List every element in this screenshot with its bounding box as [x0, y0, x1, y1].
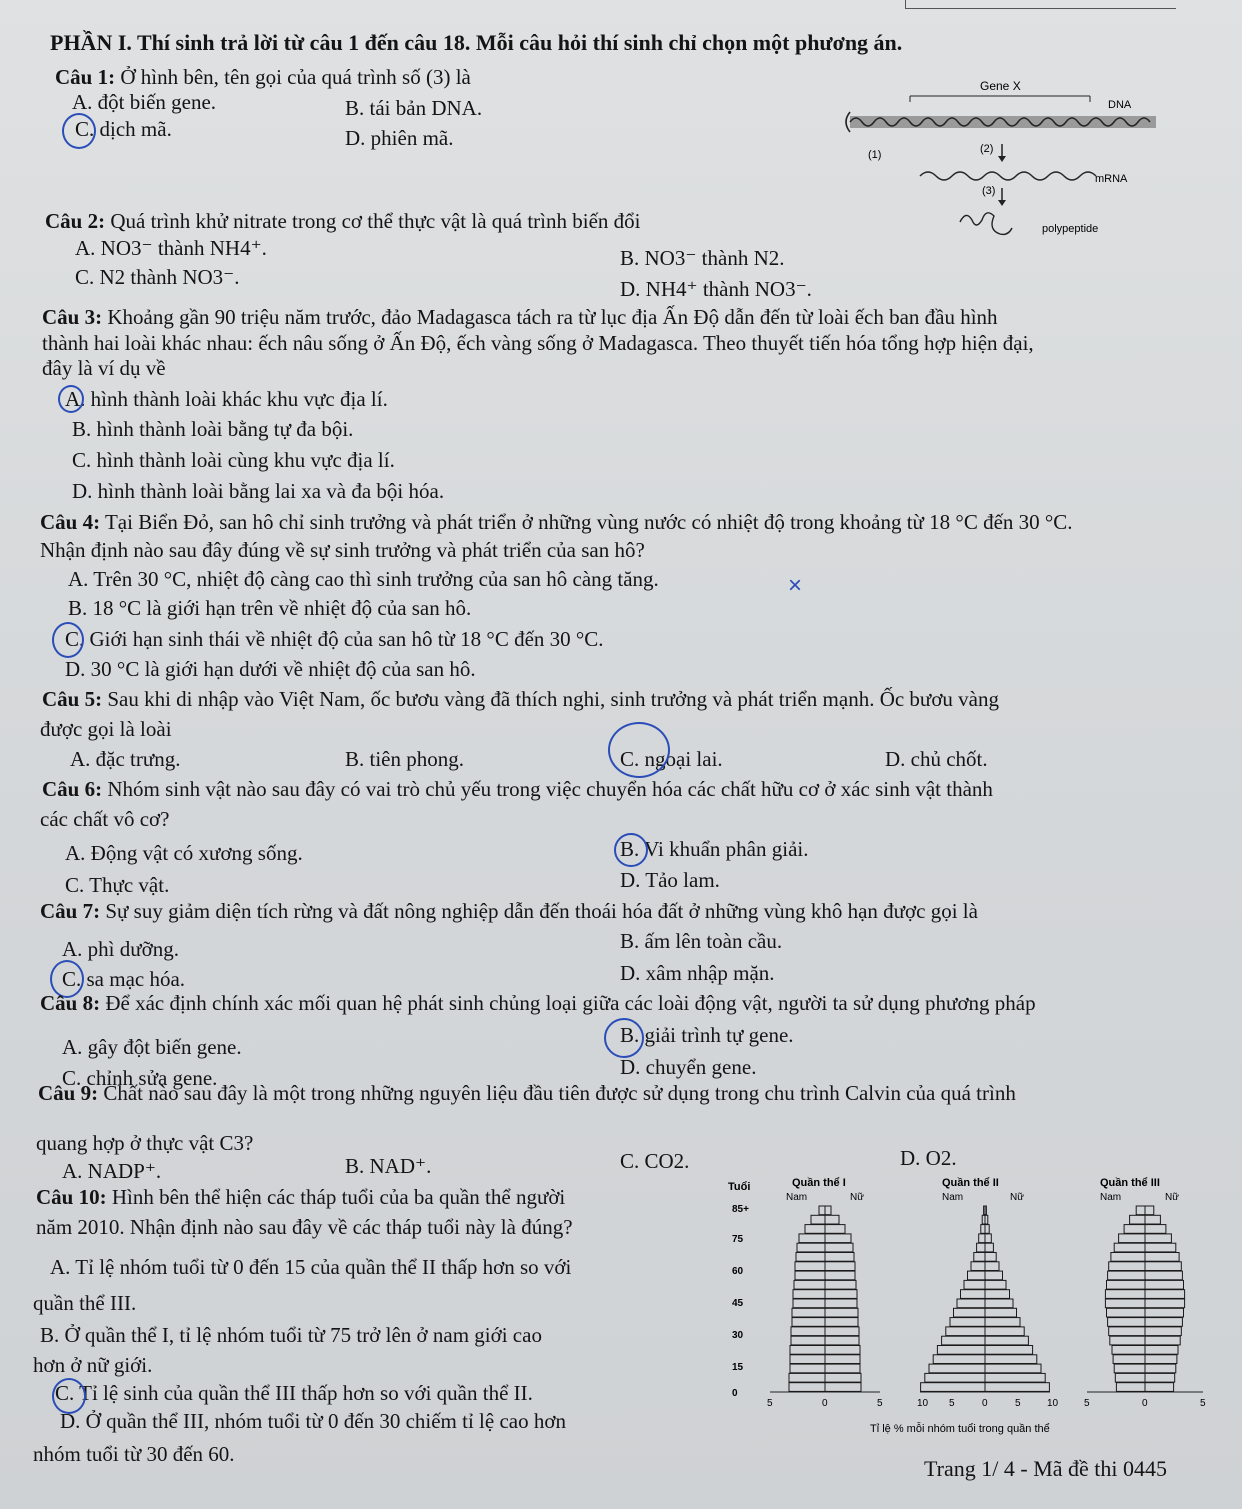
pyramid-3-female-bar	[1145, 1271, 1182, 1280]
pyramid-1-male-bar	[789, 1383, 825, 1392]
pyramid-3-male-bar	[1108, 1318, 1145, 1327]
pyramid-1-male-bar	[795, 1271, 825, 1280]
q1-option-a[interactable]: A. đột biến gene.	[72, 90, 217, 114]
pyramid-3-x-tick: 5	[1084, 1398, 1090, 1409]
q9-option-a[interactable]: A. NADP⁺.	[62, 1159, 162, 1183]
answer-circle-mark	[604, 1018, 644, 1058]
pyramid-3-male-bar	[1111, 1253, 1145, 1262]
pyramid-2-male-bar	[981, 1225, 985, 1234]
pyramid-1-male-bar	[789, 1373, 825, 1382]
pyramid-2-female-bar	[985, 1308, 1017, 1317]
question-6: Câu 6: Nhóm sinh vật nào sau đây có vai trò chủ yếu trong việc chuyển hóa các chất hữu cơ ở xác sinh vật thành	[42, 777, 993, 801]
age-tick-label: 30	[732, 1330, 744, 1341]
question-3: Câu 3: Khoảng gần 90 triệu năm trước, đảo Madagasca tách ra từ lục địa Ấn Độ dẫn đến từ loài ếch ban đầu hình	[42, 305, 998, 329]
pyramid-1-x-tick: 5	[767, 1398, 773, 1409]
pyramid-2-male-bar	[954, 1308, 986, 1317]
q6-option-c[interactable]: C. Thực vật.	[65, 873, 170, 897]
section-header: PHẦN I. Thí sinh trả lời từ câu 1 đến câu 18. Mỗi câu hỏi thí sinh chỉ chọn một phương án.	[50, 30, 903, 55]
label-1: (1)	[868, 149, 882, 161]
age-tick-label: 85+	[732, 1204, 749, 1215]
pyramid-2-male-bar	[964, 1280, 985, 1289]
pyramid-2-male-bar	[937, 1346, 985, 1355]
pyramid-1-female-bar	[825, 1318, 858, 1327]
q8-option-d[interactable]: D. chuyển gene.	[620, 1055, 757, 1079]
pyramid-3-female-bar	[1145, 1299, 1185, 1308]
question-6-line2: các chất vô cơ?	[40, 807, 170, 831]
population-pyramids-chart	[710, 1170, 1220, 1440]
question-text: Ở hình bên, tên gọi của quá trình số (3) là	[120, 65, 471, 89]
pyramid-2-male-bar	[942, 1336, 985, 1345]
pyramid-1-female-bar	[825, 1215, 839, 1224]
pyramid-3-male-bar	[1105, 1299, 1145, 1308]
pyramid-2-x-tick: 0	[982, 1398, 988, 1409]
q6-option-d[interactable]: D. Tảo lam.	[620, 868, 720, 892]
pyramid-3-x-tick: 5	[1200, 1398, 1206, 1409]
q4-option-a[interactable]: A. Trên 30 °C, nhiệt độ càng cao thì sinh trưởng của san hô càng tăng.	[68, 567, 659, 591]
question-10: Câu 10: Hình bên thể hiện các tháp tuổi của ba quần thể người	[36, 1185, 566, 1209]
pyramid-1-male-bar	[792, 1308, 825, 1317]
pyramid-3-male-bar	[1110, 1336, 1145, 1345]
pyramid-2-male-bar	[977, 1243, 985, 1252]
q10-option-a[interactable]: A. Tỉ lệ nhóm tuổi từ 0 đến 15 của quần thể II thấp hơn so với	[50, 1255, 572, 1279]
q2-option-c[interactable]: C. N2 thành NO3⁻.	[75, 265, 240, 289]
pyramid-3-female-bar	[1145, 1383, 1174, 1392]
q3-option-d[interactable]: D. hình thành loài bằng lai xa và đa bội hóa.	[72, 479, 445, 503]
q5-option-c[interactable]: C. ngoại lai.	[620, 747, 723, 771]
pyramid-1-female-bar	[825, 1234, 851, 1243]
pyramid-1-male-bar	[793, 1299, 825, 1308]
q4-option-b[interactable]: B. 18 °C là giới hạn trên về nhiệt độ của san hô.	[68, 596, 472, 620]
pyramid-2-female-bar	[985, 1364, 1041, 1373]
pyramid-2-female-bar	[985, 1299, 1013, 1308]
pyramid-3-male-bar	[1114, 1243, 1145, 1252]
pyramid-1-title: Quần thể I	[792, 1177, 846, 1189]
question-3-line2: thành hai loài khác nhau: ếch nâu sống ở Ấn Độ, ếch vàng sống ở Madagasca. Theo thuyết tiến hóa tổng hợp hiện đại,	[42, 331, 1034, 355]
pyramid-3-male-bar	[1114, 1364, 1145, 1373]
page-footer: Trang 1/ 4 - Mã đề thi 0445	[924, 1456, 1168, 1481]
q7-option-d[interactable]: D. xâm nhập mặn.	[620, 961, 775, 985]
pyramid-3-female-bar	[1145, 1280, 1184, 1289]
pyramid-1-female-bar	[825, 1364, 860, 1373]
pyramid-2-female-bar	[985, 1206, 986, 1215]
pyramid-2-female-bar	[985, 1373, 1045, 1382]
q9-option-b[interactable]: B. NAD⁺.	[345, 1154, 432, 1178]
pyramid-2-male-bar	[974, 1253, 985, 1262]
pyramid-3-female-bar	[1145, 1206, 1154, 1215]
pyramid-3-female-bar	[1145, 1262, 1181, 1271]
pyramid-2-x-tick: 5	[949, 1398, 955, 1409]
pyramid-3-female-bar	[1145, 1225, 1166, 1234]
pyramid-1-male-bar	[795, 1262, 825, 1271]
header-box-line	[905, 0, 1176, 9]
q5-option-b[interactable]: B. tiên phong.	[345, 747, 464, 771]
pyramid-1-male-bar	[799, 1234, 825, 1243]
q10-option-a-cont: quần thể III.	[33, 1291, 137, 1315]
q2-option-b[interactable]: B. NO3⁻ thành N2.	[620, 246, 785, 270]
pyramid-1-male-label: Nam	[786, 1192, 808, 1203]
pyramid-1-female-label: Nữ	[850, 1192, 864, 1203]
pyramid-3-x-tick: 0	[1142, 1398, 1148, 1409]
q6-option-a[interactable]: A. Động vật có xương sống.	[65, 841, 303, 865]
pyramid-3-male-bar	[1112, 1346, 1145, 1355]
pyramid-3-female-bar	[1145, 1215, 1160, 1224]
pyramid-1-female-bar	[825, 1336, 859, 1345]
answer-circle-mark	[62, 113, 96, 149]
pyramid-3-male-bar	[1130, 1215, 1145, 1224]
pyramid-1-male-bar	[792, 1318, 825, 1327]
pyramid-1-female-bar	[825, 1346, 860, 1355]
age-axis-label: Tuổi	[728, 1181, 751, 1193]
pyramid-1-female-bar	[825, 1308, 858, 1317]
pyramid-3-male-bar	[1116, 1383, 1145, 1392]
q9-option-d[interactable]: D. O2.	[900, 1146, 957, 1170]
pyramid-2-male-bar	[946, 1327, 985, 1336]
mrna-label: mRNA	[1095, 173, 1128, 185]
gene-x-label: Gene X	[980, 79, 1021, 93]
pyramid-3-female-bar	[1145, 1327, 1181, 1336]
age-tick-label: 60	[732, 1266, 744, 1277]
pyramid-3-female-bar	[1145, 1346, 1178, 1355]
pyramid-3-female-bar	[1145, 1336, 1180, 1345]
pyramid-3-female-bar	[1145, 1318, 1182, 1327]
pyramid-1-female-bar	[825, 1253, 854, 1262]
question-8: Câu 8: Để xác định chính xác mối quan hệ phát sinh chủng loại giữa các loài động vật, người ta sử dụng phương pháp	[40, 991, 1036, 1015]
question-10-line2: năm 2010. Nhận định nào sau đây về các tháp tuổi này là đúng?	[36, 1215, 573, 1239]
pyramid-1-male-bar	[797, 1243, 825, 1252]
pyramid-2-male-bar	[921, 1383, 985, 1392]
replication-arrow	[846, 112, 850, 132]
pyramid-2-male-label: Nam	[942, 1192, 964, 1203]
pyramid-1-female-bar	[825, 1271, 855, 1280]
question-9-line2: quang hợp ở thực vật C3?	[36, 1131, 254, 1155]
pyramid-2-x-tick: 10	[917, 1398, 929, 1409]
pyramid-3-female-bar	[1145, 1253, 1179, 1262]
pyramid-3-male-bar	[1108, 1271, 1145, 1280]
pyramid-3-female-bar	[1145, 1364, 1176, 1373]
pyramid-3-male-bar	[1124, 1225, 1145, 1234]
pyramid-2-title: Quần thể II	[942, 1177, 999, 1189]
pyramid-1-male-bar	[811, 1215, 825, 1224]
q7-option-a[interactable]: A. phì dưỡng.	[62, 937, 179, 961]
pyramid-2-female-bar	[985, 1253, 996, 1262]
q1-option-b[interactable]: B. tái bản DNA.	[345, 96, 483, 120]
pyramid-2-female-bar	[985, 1271, 1003, 1280]
pyramid-2-male-bar	[961, 1290, 986, 1299]
pyramid-2-male-bar	[933, 1355, 985, 1364]
pyramid-1-female-bar	[825, 1280, 856, 1289]
q8-option-b[interactable]: B. giải trình tự gene.	[620, 1023, 794, 1047]
question-9: Câu 9: Chất nào sau đây là một trong những nguyên liệu đầu tiên được sử dụng trong chu trình Calvin của quá trình	[38, 1081, 1016, 1105]
pyramid-3-female-bar	[1145, 1234, 1171, 1243]
q4-option-c[interactable]: C. Giới hạn sinh thái về nhiệt độ của san hô từ 18 °C đến 30 °C.	[65, 627, 604, 651]
pyramid-3-male-bar	[1107, 1280, 1146, 1289]
q6-option-b[interactable]: B. Vi khuẩn phân giải.	[620, 837, 809, 861]
pyramid-2-male-bar	[971, 1262, 985, 1271]
polypeptide-chain	[960, 213, 1012, 235]
pyramid-3-male-bar	[1115, 1373, 1145, 1382]
q10-option-d[interactable]: D. Ở quần thể III, nhóm tuổi từ 0 đến 30 chiếm tỉ lệ cao hơn	[60, 1409, 566, 1433]
pyramid-3-female-label: Nữ	[1165, 1192, 1179, 1203]
pyramid-3-male-bar	[1119, 1234, 1145, 1243]
q2-option-a[interactable]: A. NO3⁻ thành NH4⁺.	[75, 236, 267, 260]
answer-circle-mark	[52, 622, 84, 658]
pyramid-1-male-bar	[791, 1336, 825, 1345]
pyramid-1-female-bar	[825, 1225, 845, 1234]
age-tick-label: 75	[732, 1234, 744, 1245]
pyramid-3-male-bar	[1136, 1206, 1145, 1215]
polypeptide-label: polypeptide	[1042, 223, 1099, 235]
pyramid-1-female-bar	[825, 1299, 857, 1308]
q4-option-d[interactable]: D. 30 °C là giới hạn dưới về nhiệt độ của san hô.	[65, 657, 476, 681]
pyramid-2-female-bar	[985, 1318, 1020, 1327]
question-label: Câu 1:	[55, 65, 116, 89]
mrna-strand	[920, 172, 1096, 180]
answer-circle-mark	[614, 833, 648, 867]
pyramid-2-female-bar	[985, 1383, 1049, 1392]
pyramid-2-male-bar	[957, 1299, 985, 1308]
pyramid-3-female-bar	[1145, 1243, 1176, 1252]
pyramid-1-female-bar	[825, 1206, 831, 1215]
q10-option-b-cont: hơn ở nữ giới.	[33, 1353, 153, 1377]
pyramid-2-female-bar	[985, 1280, 1006, 1289]
age-tick-label: 0	[732, 1388, 738, 1399]
pyramid-1-male-bar	[793, 1290, 825, 1299]
question-2: Câu 2: Quá trình khử nitrate trong cơ thể thực vật là quá trình biến đổi	[45, 209, 641, 233]
pyramid-1-female-bar	[825, 1373, 861, 1382]
pyramid-3-male-bar	[1113, 1355, 1145, 1364]
pyramid-2-male-bar	[929, 1364, 985, 1373]
pyramid-2-female-bar	[985, 1336, 1028, 1345]
question-4: Câu 4: Tại Biển Đỏ, san hô chỉ sinh trưởng và phát triển ở những vùng nước có nhiệt độ trong khoảng từ 18 °C đến 30 °C.	[40, 510, 1073, 534]
q2-option-d[interactable]: D. NH4⁺ thành NO3⁻.	[620, 277, 812, 301]
q9-option-c[interactable]: C. CO2.	[620, 1149, 690, 1173]
pyramid-1-male-bar	[791, 1327, 825, 1336]
question-4-line2: Nhận định nào sau đây đúng về sự sinh trưởng và phát triển của san hô?	[40, 538, 645, 562]
q7-option-b[interactable]: B. ấm lên toàn cầu.	[620, 929, 783, 953]
pyramid-2-female-bar	[985, 1225, 989, 1234]
pyramid-1-female-bar	[825, 1383, 861, 1392]
pyramid-3-male-bar	[1107, 1308, 1146, 1317]
label-3: (3)	[982, 185, 996, 197]
q10-option-d-cont: nhóm tuổi từ 30 đến 60.	[33, 1442, 235, 1466]
question-5: Câu 5: Sau khi di nhập vào Việt Nam, ốc bươu vàng đã thích nghi, sinh trưởng và phát triển mạnh. Ốc bươu vàng	[42, 687, 999, 711]
pyramid-1-female-bar	[825, 1290, 857, 1299]
gene-expression-diagram	[840, 72, 1170, 252]
pyramid-1-male-bar	[819, 1206, 825, 1215]
pyramid-1-male-bar	[805, 1225, 825, 1234]
q3-option-b[interactable]: B. hình thành loài bằng tự đa bội.	[72, 417, 354, 441]
pyramid-2-female-bar	[985, 1262, 999, 1271]
pyramid-1-female-bar	[825, 1243, 853, 1252]
dna-label: DNA	[1108, 99, 1132, 111]
pyramid-3-male-bar	[1109, 1327, 1145, 1336]
pyramid-2-female-label: Nữ	[1010, 1192, 1024, 1203]
q7-option-c[interactable]: C. sa mạc hóa.	[62, 967, 186, 991]
pyramid-3-male-label: Nam	[1100, 1192, 1122, 1203]
pyramid-3-male-bar	[1105, 1290, 1145, 1299]
pyramid-1-x-tick: 5	[877, 1398, 883, 1409]
pyramid-3-female-bar	[1145, 1355, 1177, 1364]
pyramid-1-male-bar	[790, 1346, 825, 1355]
pyramid-2-female-bar	[985, 1290, 1010, 1299]
answer-circle-mark	[52, 1378, 86, 1414]
pyramid-1-male-bar	[794, 1280, 825, 1289]
q10-option-c[interactable]: C. Tỉ lệ sinh của quần thể III thấp hơn so với quần thể II.	[55, 1381, 533, 1405]
pyramid-caption: Tỉ lệ % mỗi nhóm tuổi trong quần thể	[870, 1423, 1050, 1435]
q1-option-c[interactable]: C. dịch mã.	[75, 117, 172, 141]
pyramid-2-female-bar	[985, 1234, 991, 1243]
q10-option-b[interactable]: B. Ở quần thể I, tỉ lệ nhóm tuổi từ 75 trở lên ở nam giới cao	[40, 1323, 542, 1347]
pyramid-1-x-tick: 0	[822, 1398, 828, 1409]
pyramid-1-male-bar	[790, 1355, 825, 1364]
answer-circle-mark	[608, 722, 670, 778]
pyramid-2-male-bar	[979, 1234, 985, 1243]
q8-option-a[interactable]: A. gây đột biến gene.	[62, 1035, 242, 1059]
pyramid-1-female-bar	[825, 1262, 855, 1271]
pyramid-2-male-bar	[968, 1271, 986, 1280]
pyramid-3-female-bar	[1145, 1373, 1175, 1382]
q5-option-a[interactable]: A. đặc trưng.	[70, 747, 181, 771]
pyramid-2-female-bar	[985, 1243, 993, 1252]
pyramid-2-male-bar	[950, 1318, 985, 1327]
pyramid-2-female-bar	[985, 1215, 988, 1224]
pyramid-2-x-tick: 10	[1047, 1398, 1059, 1409]
age-tick-label: 45	[732, 1298, 744, 1309]
label-2: (2)	[980, 143, 994, 155]
pyramid-1-male-bar	[796, 1253, 825, 1262]
cross-mark-icon: ×	[788, 572, 803, 599]
q5-option-d[interactable]: D. chủ chốt.	[885, 747, 988, 771]
age-tick-label: 15	[732, 1362, 744, 1373]
pyramid-2-male-bar	[925, 1373, 985, 1382]
pyramid-2-female-bar	[985, 1355, 1037, 1364]
pyramid-3-title: Quần thể III	[1100, 1177, 1160, 1189]
q3-option-a[interactable]: A. hình thành loài khác khu vực địa lí.	[65, 387, 388, 411]
q3-option-c[interactable]: C. hình thành loài cùng khu vực địa lí.	[72, 448, 395, 472]
question-1	[55, 64, 471, 90]
pyramid-1-female-bar	[825, 1327, 859, 1336]
answer-circle-mark	[58, 385, 84, 413]
pyramid-2-female-bar	[985, 1346, 1033, 1355]
pyramid-1-male-bar	[790, 1364, 825, 1373]
pyramid-3-male-bar	[1109, 1262, 1145, 1271]
pyramid-3-female-bar	[1145, 1308, 1184, 1317]
pyramid-1-female-bar	[825, 1355, 860, 1364]
question-7: Câu 7: Sự suy giảm diện tích rừng và đất nông nghiệp dẫn đến thoái hóa đất ở những vùng khô hạn được gọi là	[40, 899, 978, 923]
pyramid-3-female-bar	[1145, 1290, 1185, 1299]
q8-option-c[interactable]: C. chỉnh sửa gene.	[62, 1066, 218, 1090]
question-3-line3: đây là ví dụ về	[42, 356, 166, 380]
question-5-line2: được gọi là loài	[40, 717, 172, 741]
q1-option-d[interactable]: D. phiên mã.	[345, 126, 454, 150]
pyramid-2-female-bar	[985, 1327, 1024, 1336]
pyramid-2-x-tick: 5	[1015, 1398, 1021, 1409]
